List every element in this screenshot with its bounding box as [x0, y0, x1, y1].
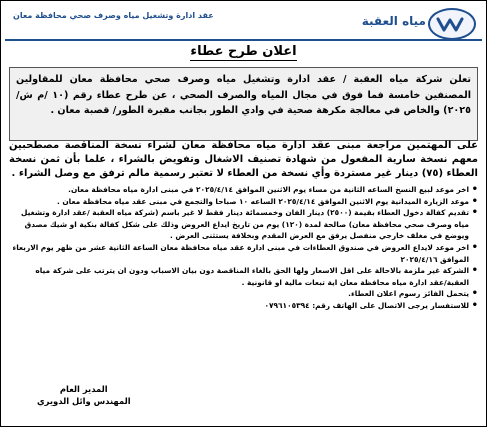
header-divider — [5, 39, 482, 41]
list-item: • تقديم كفالة دخول العطاء بقيمة (٢٥٠٠) دينار الفان وخمسمائة دينار فقط لا غير باسم (شركة مياه العقبة /عقد ادارة وتشغيل مياه وصرف صحي محافظة معان) صالحة لمدة (١٢٠) يوم من تاريخ ايداع العروض وذلك على شكل كفالة بنكية او شيك مصدق ويوضع في مغلف خارجي منفصل يرفق مع العرض المقدم وبخلافة يستثنى العرض . — [9, 207, 478, 242]
list-item: • اخر موعد لايداع العروض في صندوق العطاءات في مبنى ادارة عقد مياه محافظة معان الساعة الثانية عشر من ظهر يوم الاربعاء الموافق ٢٠٢٥/٤/١٦ — [9, 242, 478, 265]
signature-block — [37, 383, 131, 407]
list-item: • اخر موعد لبيع النسخ الساعه الثانية من مساء يوم الاثنين الموافق ٢٠٢٥/٤/١٤ في مبنى ادارة مياه محافظة معان. — [9, 184, 478, 196]
page-title — [1, 44, 486, 59]
list-item: • الشركة غير ملزمة بالاحالة على اقل الاسعار ولها الحق بالغاء المناقصة دون بيان الاسباب ودون ان يترتب على شركة مياه العقبة/عقد ادارة مياه محافظة معان اية تبعات مالية او قانونية . — [9, 265, 478, 288]
header-subtitle: عقد ادارة وتشغيل مياه وصرف صحي محافظة معان — [13, 11, 214, 20]
header — [5, 7, 482, 37]
list-item: • للاستفسار يرجى الاتصال على الهاتف رقم: ٠٧٩٦١٠٥٣٩٤ — [9, 300, 478, 312]
page-title-text: اعلان طرح عطاء — [190, 44, 297, 59]
signature-role: المدير العام — [59, 384, 108, 394]
body-section — [9, 139, 478, 312]
brand-name: مياه العقبة — [361, 14, 426, 28]
terms-list — [9, 184, 478, 312]
intro-box: تعلن شركة مياه العقبة / عقد ادارة وتشغيل مياه وصرف صحي محافظة معان للمقاولين المصنفين خامسة فما فوق في مجال المياه والصرف الصحي ، عن طرح عطاء رقم (١٠ /م ش/٢٠٢٥) والخاص في معالجة مكرهة صحية في وادي الطور بجانب مقبرة الطور/ قصبة معان . — [9, 67, 478, 141]
signature-name: المهندس وائل الدويري — [37, 396, 131, 406]
aqaba-water-logo-icon — [428, 8, 476, 40]
list-item: • يتحمل الفائز رسوم اعلان العطاء. — [9, 288, 478, 300]
instructions-paragraph: على المهتمين مراجعة مبنى عقد ادارة مياه محافظة معان لشراء نسخة المناقصة مصطحبين معهم نسخة سارية المفعول من شهادة تصنيف الاشغال وتفويض بالشراء ، علما بأن ثمن نسخة العطاء (٧٥) دينار غير مستردة وأي نسخة من العطاء لا تعتبر رسمية مالم ترفق مع وصل الشراء . — [9, 140, 478, 179]
list-item: • موعد الزيارة الميدانية يوم الاثنين الموافق ٢٠٢٥/٤/١٤ الساعه ١٠ صباحا والتجمع في مبنى عقد مياه محافظة معان . — [9, 196, 478, 208]
